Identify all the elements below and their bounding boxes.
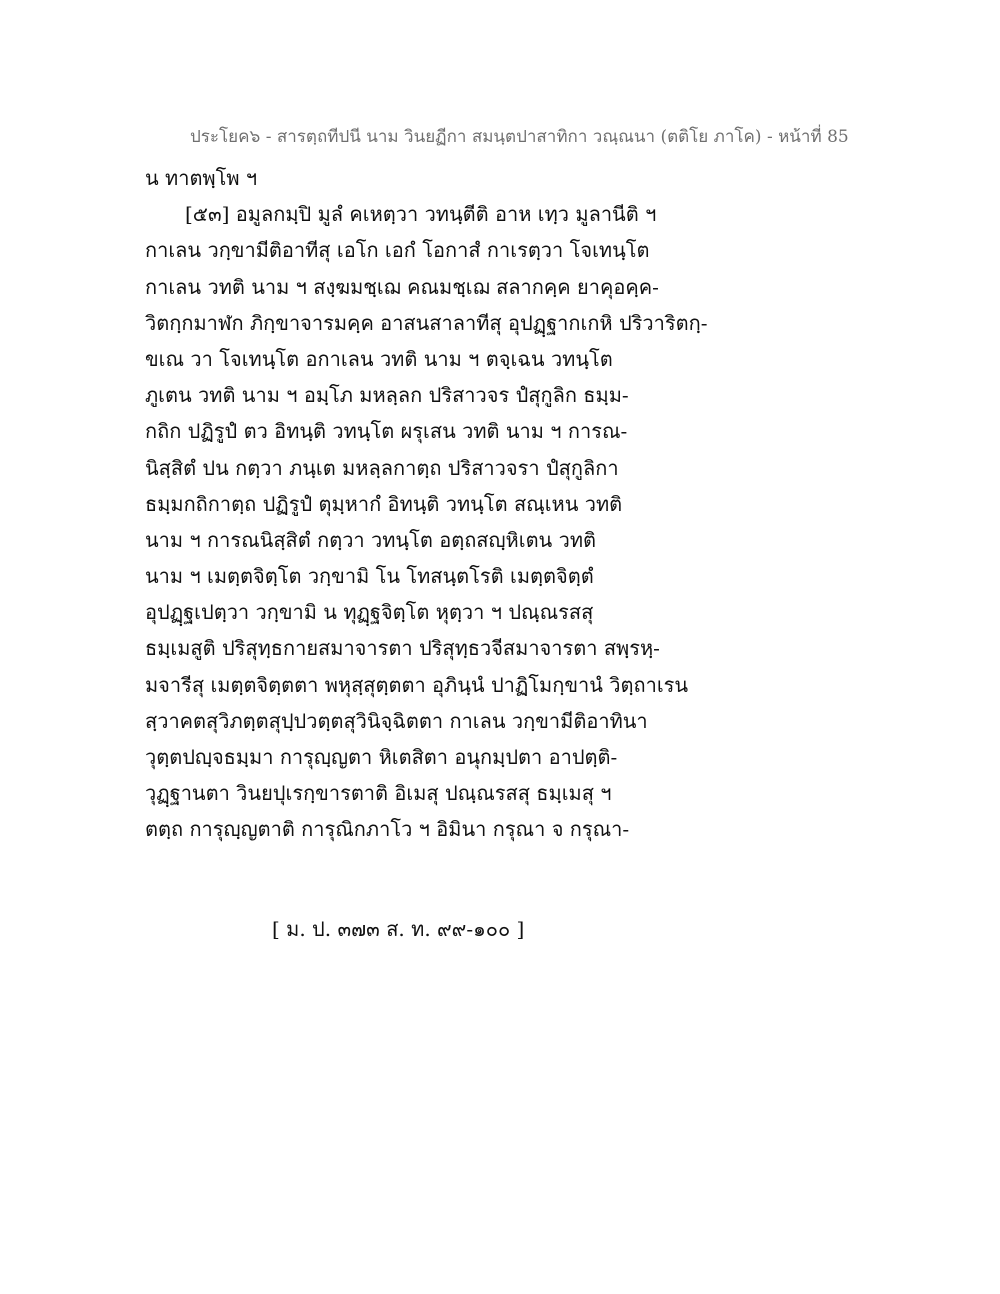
text-line: [๕๓] อมูลกมฺปิ มูลํ คเหตฺวา วทนฺตีติ อาห เทฺว มูลานีติ ฯ bbox=[185, 202, 657, 227]
text-line: ธมฺมกถิกาตฺถ ปฏิรูปํ ตุมฺหากํ อิทนฺติ วทนฺโต สณฺเหน วทติ bbox=[145, 491, 623, 516]
text-line: ตตฺถ การุญฺญตาติ การุณิกภาโว ฯ อิมินา กรุณา จ กรุณา- bbox=[145, 817, 630, 842]
text-line: นาม ฯ การณนิสฺสิตํ กตฺวา วทนฺโต อตฺถสญฺหิเตน วทติ bbox=[145, 527, 596, 552]
text-line: นิสฺสิตํ ปน กตฺวา ภนฺเต มหลฺลกาตฺถ ปริสาวจรา ปํสุกูลิกา bbox=[145, 455, 619, 480]
text-line: มจารีสุ เมตฺตจิตฺตตา พหุสฺสุตฺตตา อุภินฺนํ ปาฏิโมกฺขานํ วิตฺถาเรน bbox=[145, 672, 689, 697]
text-line: สฺวาคตสุวิภตฺตสุปฺปวตฺตสุวินิจฺฉิตตา กาเลน วกฺขามีติอาทินา bbox=[145, 708, 648, 733]
text-line: กาเลน วทติ นาม ฯ สงฺฆมชฺเฌ คณมชฺเฌ สลากคฺค ยาคุอคฺค- bbox=[145, 274, 659, 299]
text-line: วุตฺตปญฺจธมฺมา การุญฺญตา หิเตสิตา อนุกมฺปตา อาปตฺติ- bbox=[145, 745, 618, 769]
text-line: วุฏฺฐานตา วินยปุเรกฺขารตาติ อิเมสุ ปณฺณรสสุ ธมฺเมสุ ฯ bbox=[145, 781, 612, 806]
text-line: ภูเตน วทติ นาม ฯ อมฺโภ มหลฺลก ปริสาวจร ปํสุกูลิก ธมฺม- bbox=[145, 383, 629, 408]
text-line: ขเณ วา โจเทนฺโต อกาเลน วทติ นาม ฯ ตจฺเฉน วทนฺโต bbox=[145, 346, 613, 371]
scripture-reference: [ ม. ป. ๓๗๓ ส. ท. ๙๙-๑๐๐ ] bbox=[272, 917, 525, 941]
text-line: น ทาตพฺโพ ฯ bbox=[145, 166, 258, 190]
text-line: กาเลน วกฺขามีติอาทีสุ เอโก เอกํ โอกาสํ กาเรตฺวา โจเทนฺโต bbox=[145, 238, 650, 263]
text-line: กถิก ปฏิรูปํ ตว อิทนฺติ วทนฺโต ผรุเสน วทติ นาม ฯ การณ- bbox=[145, 419, 628, 444]
body-text bbox=[145, 160, 708, 848]
text-line: นาม ฯ เมตฺตจิตฺโต วกฺขามิ โน โทสนฺตโรติ เมตฺตจิตฺตํ bbox=[145, 564, 594, 589]
text-line: ธมฺเมสูติ ปริสุทฺธกายสมาจารตา ปริสุทฺธวจีสมาจารตา สพฺรหฺ- bbox=[145, 636, 660, 661]
page-header: ประโยค๖ - สารตฺถทีปนี นาม วินยฏีกา สมนฺตปาสาทิกา วณฺณนา (ตติโย ภาโค) - หน้าที่ 85 bbox=[190, 127, 849, 147]
text-line: อุปฏฺฐเปตฺวา วกฺขามิ น ทุฏฺฐจิตฺโต หุตฺวา ฯ ปณฺณรสสุ bbox=[145, 600, 594, 625]
text-line: วิตกฺกมาฬก ภิกฺขาจารมคฺค อาสนสาลาทีสุ อุปฏฺฐากเกหิ ปริวาริตกฺ- bbox=[145, 310, 708, 335]
